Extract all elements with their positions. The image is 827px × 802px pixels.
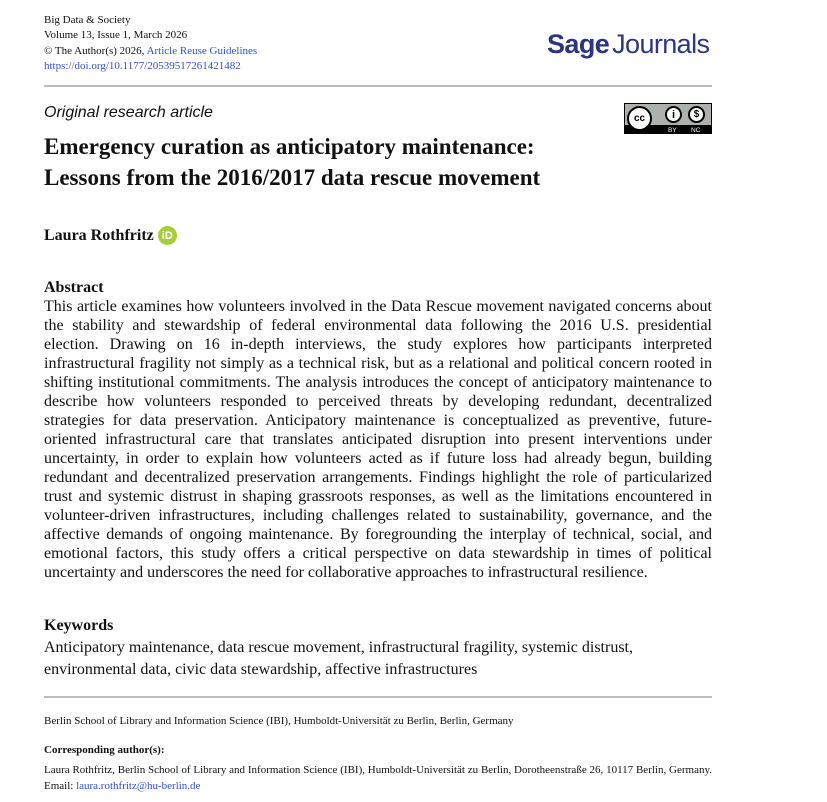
article-type: Original research article: [44, 104, 213, 121]
volume-issue: Volume 13, Issue 1, March 2026: [44, 29, 188, 42]
header-divider: [44, 85, 712, 87]
attribution-icon: i: [665, 106, 682, 123]
title-line-1: Emergency curation as anticipatory maintenance:: [44, 134, 535, 159]
cc-by-nc-license-badge[interactable]: [624, 103, 712, 134]
copyright-line: [44, 44, 257, 59]
logo-journals: Journals: [612, 29, 710, 59]
author-name[interactable]: Laura Rothfritz: [44, 226, 154, 244]
by-label: BY: [668, 127, 677, 134]
article-title: [44, 132, 540, 193]
doi-link[interactable]: https://doi.org/10.1177/20539517261421482: [44, 59, 241, 72]
logo-sage: Sage: [547, 29, 610, 59]
corresponding-author-text: Laura Rothfritz, Berlin School of Library and Information Science (IBI), Humboldt-Universität zu Berlin, Dorotheenstraße 26, 10117 Berlin, Germany. Email:: [44, 764, 712, 792]
article-reuse-link[interactable]: Article Reuse Guidelines: [146, 44, 258, 57]
author-affiliation: Berlin School of Library and Information Science (IBI), Humboldt-Universität zu Berlin, Berlin, Germany: [44, 715, 514, 727]
footer-divider: [44, 696, 712, 698]
keywords-list: Anticipatory maintenance, data rescue movement, infrastructural fragility, systemic distrust, environmental data, civic data stewardship, affective infrastructures: [44, 639, 633, 678]
keywords-heading: Keywords: [44, 617, 114, 634]
journal-metadata: [44, 13, 257, 74]
nc-label: NC: [691, 127, 701, 134]
corresponding-author-heading: Corresponding author(s):: [44, 744, 165, 756]
abstract-heading: Abstract: [44, 279, 104, 296]
author-email-link[interactable]: laura.rothfritz@hu-berlin.de: [76, 780, 201, 792]
corresponding-author-details: [44, 762, 712, 794]
copyright-text: © The Author(s) 2026,: [44, 44, 147, 57]
noncommercial-icon: $: [688, 106, 705, 123]
journal-name: Big Data & Society: [44, 14, 131, 26]
abstract-text: This article examines how volunteers involved in the Data Rescue movement navigated concerns about the stability and stewardship of federal environmental data following the 2016 U.S. presidential election. Drawing on 16 in-depth interviews, the study explores how participants interpreted infrastructural fragility not simply as a technical risk, but as a relational and political concern rooted in shifting institutional commitments. The analysis introduces the concept of anticipatory maintenance to describe how volunteers responded to perceived threats by developing redundant, decentralized strategies for data preservation. Anticipatory maintenance is conceptualized as preventive, future-oriented infrastructural care that translates anticipated disruption into present interventions under uncertainty, in order to explain how volunteers acted as if future loss had already begun, building redundant and decentralized preservation arrangements. Findings highlight the role of particularized trust and systemic distrust in shaping grassroots responses, as well as the limitations encountered in volunteer-driven infrastructures, including challenges related to sustainability, governance, and the affective demands of ongoing maintenance. By foregrounding the interplay of technical, social, and emotional factors, this study offers a critical perspective on data stewardship in times of political uncertainty and underscores the need for collaborative approaches to infrastructural resilience.: [44, 298, 712, 581]
author-line: [44, 226, 177, 245]
orcid-icon[interactable]: iD: [158, 226, 177, 245]
creative-commons-icon: cc: [627, 106, 652, 131]
title-line-2: Lessons from the 2016/2017 data rescue movement: [44, 164, 541, 190]
sage-journals-logo[interactable]: [547, 29, 709, 60]
